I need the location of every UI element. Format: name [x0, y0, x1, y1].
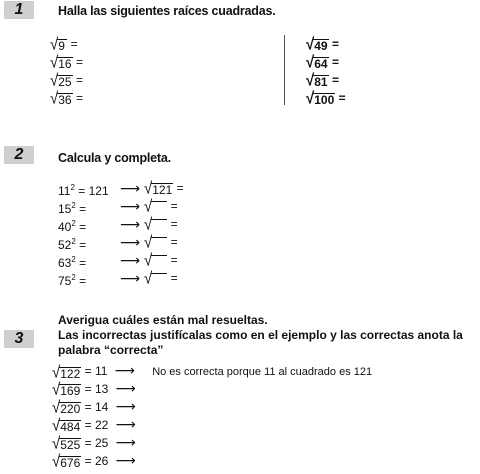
arrow-icon: ⟶: [120, 180, 141, 196]
exercise-number-2: 2: [4, 146, 34, 164]
exercise-number-1: 1: [4, 1, 34, 19]
justification-text: No es correcta porque 11 al cuadrado es 121: [152, 366, 373, 378]
exercise-3-instruction-2: Las incorrectas justifícalas como en el ejemplo y las correctas anota la: [58, 328, 463, 342]
power-row-4: $52^2$ = ⟶ √ =: [58, 233, 178, 252]
arrow-icon: ⟶: [120, 198, 141, 214]
sqrt-item-left-2: √ 16 =: [50, 53, 83, 72]
check-row-1: √ 122 = 11 ⟶ No es correcta porque 11 al cuadrado es 121: [52, 362, 373, 382]
arrow-icon: ⟶: [120, 216, 141, 232]
exercise-3-instruction-1: Averigua cuáles están mal resueltas.: [58, 313, 268, 327]
check-row-6: √ 676 = 26 ⟶: [52, 452, 136, 471]
arrow-icon: ⟶: [115, 380, 136, 396]
arrow-icon: ⟶: [120, 234, 141, 250]
sqrt-item-right-1: √ 49 =: [306, 35, 339, 54]
sqrt-item-right-3: √ 81 =: [306, 71, 339, 90]
arrow-icon: ⟶: [115, 434, 136, 450]
column-divider: [284, 35, 285, 105]
arrow-icon: ⟶: [115, 416, 136, 432]
check-row-4: √ 484 = 22 ⟶: [52, 416, 136, 435]
check-row-2: √ 169 = 13 ⟶: [52, 380, 136, 399]
power-row-6: $75^2$ = ⟶ √ =: [58, 269, 178, 288]
sqrt-item-right-4: √ 100 =: [306, 89, 346, 108]
sqrt-item-left-3: √ 25 =: [50, 71, 83, 90]
power-row-5: $63^2$ = ⟶ √ =: [58, 251, 178, 270]
check-row-5: √ 525 = 25 ⟶: [52, 434, 136, 453]
arrow-icon: ⟶: [120, 270, 141, 286]
exercise-3-instruction-3: palabra “correcta”: [58, 343, 164, 357]
exercise-1-title: Halla las siguientes raíces cuadradas.: [58, 4, 276, 18]
sqrt-item-left-1: √ 9 =: [50, 35, 78, 54]
exercise-number-3: 3: [4, 330, 34, 348]
arrow-icon: ⟶: [115, 452, 136, 468]
power-row-1: $11^2 = 121$ ⟶ √ 121 =: [58, 179, 184, 198]
sqrt-item-left-4: √ 36 =: [50, 89, 83, 108]
check-row-3: √ 220 = 14 ⟶: [52, 398, 136, 417]
power-row-3: $40^2$ = ⟶ √ =: [58, 215, 178, 234]
sqrt-item-right-2: √ 64 =: [306, 53, 339, 72]
exercise-2-title: Calcula y completa.: [58, 151, 171, 165]
arrow-icon: ⟶: [114, 362, 135, 378]
arrow-icon: ⟶: [120, 252, 141, 268]
arrow-icon: ⟶: [115, 398, 136, 414]
power-row-2: $15^2$ = ⟶ √ =: [58, 197, 178, 216]
